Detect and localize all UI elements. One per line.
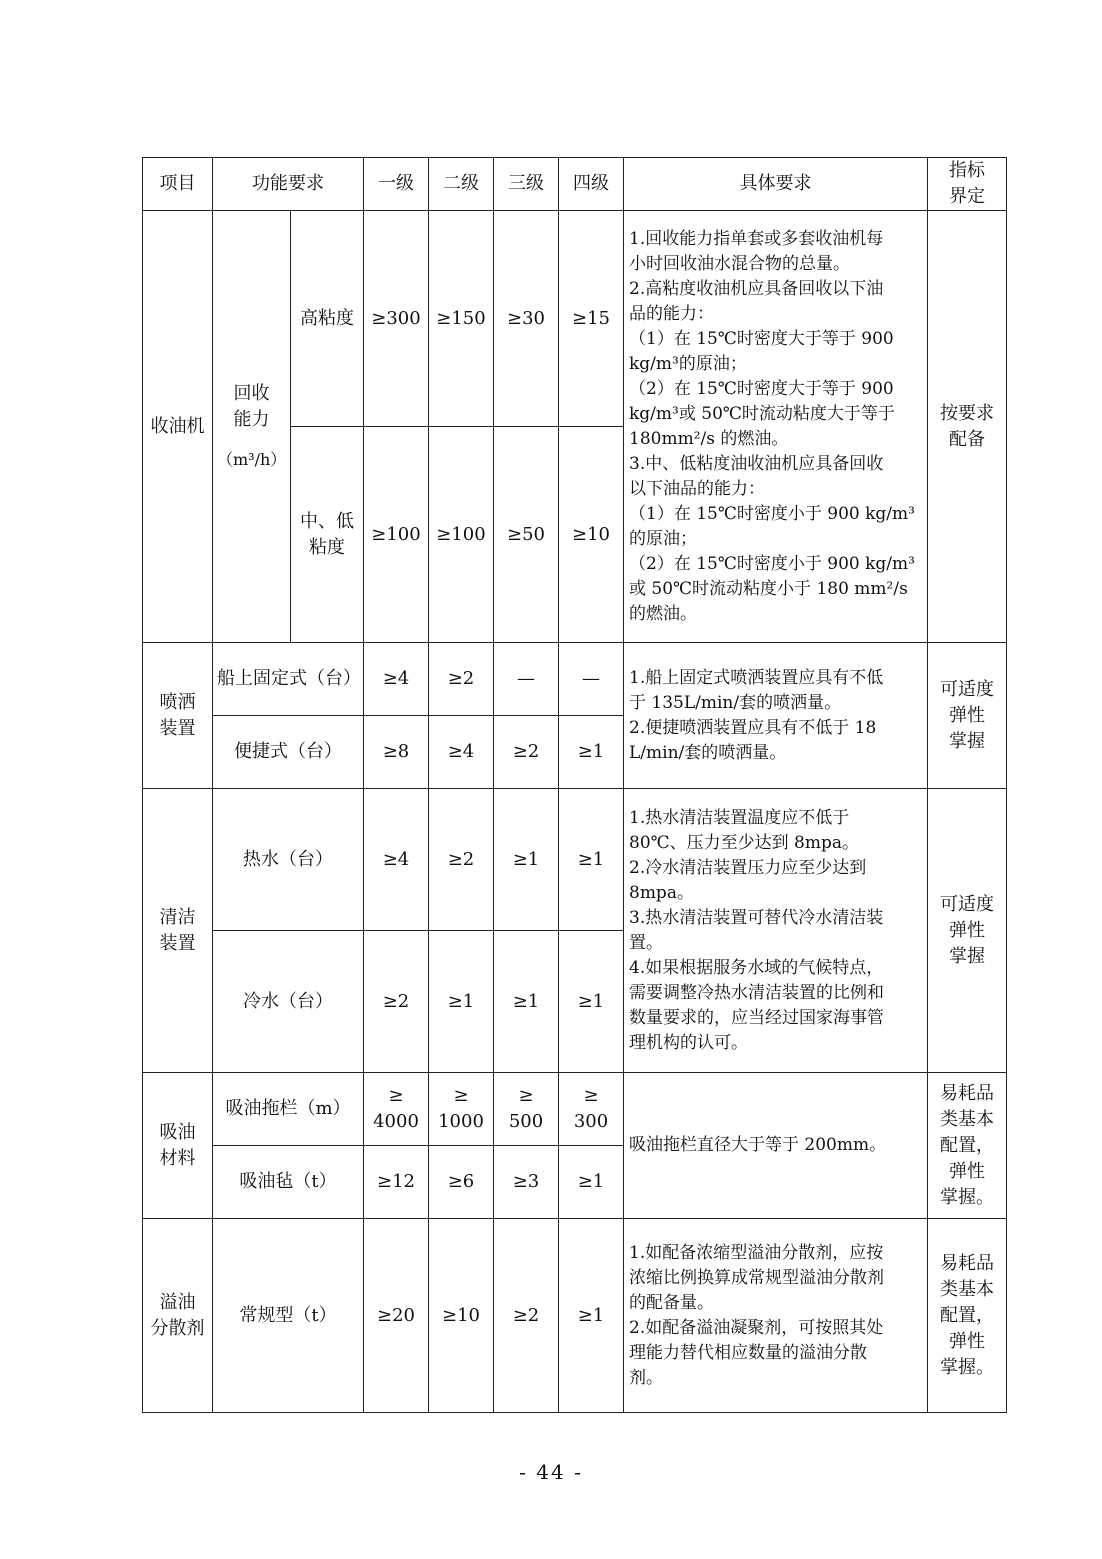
skimmer-requirements: 1.回收能力指单套或多套收油机每 小时回收油水混合物的总量。 2.高粘度收油机应具备回收以下油 品的能力： （1）在 15℃时密度大于等于 900 kg/m³的原油； （2）在 15℃时密度大于等于 900 kg/m³或 50℃时流动粘度大于等于 180mm²/s 的燃油。 3.中、低粘度油收油机应具备回收 以下油品的能力： （1）在 15℃时密度小于 900 kg/m³ 的原油； （2）在 15℃时密度小于 900 kg/m³ 或 50℃时流动粘度小于 180 mm²/s 的燃油。	[624, 211, 928, 643]
dispersant-grade2: ≥10	[429, 1219, 494, 1413]
dispersant-requirements: 1.如配备浓缩型溢油分散剂，应按 浓缩比例换算成常规型溢油分散剂 的配备量。 2.如配备溢油凝聚剂，可按照其处 理能力替代相应数量的溢油分散 剂。	[624, 1219, 928, 1413]
spray-portable-grade1: ≥8	[364, 716, 429, 789]
skimmer-indicator: 按要求 配备	[928, 211, 1007, 643]
absorbent-requirement: 吸油拖栏直径大于等于 200mm。	[624, 1073, 928, 1219]
spray-fixed-grade1: ≥4	[364, 643, 429, 716]
cleaning-cold-grade4: ≥1	[559, 931, 624, 1073]
cleaning-item: 清洁 装置	[143, 789, 213, 1073]
spray-fixed-grade4: —	[559, 643, 624, 716]
header-row	[143, 158, 1007, 211]
cleaning-hot-grade4: ≥1	[559, 789, 624, 931]
cleaning-cold-name: 冷水（台）	[213, 931, 364, 1073]
header-grade4: 四级	[559, 158, 624, 211]
spray-portable-name: 便捷式（台）	[213, 716, 364, 789]
header-grade3: 三级	[494, 158, 559, 211]
spray-portable-grade3: ≥2	[494, 716, 559, 789]
cleaning-indicator: 可适度 弹性 掌握	[928, 789, 1007, 1073]
cleaning-cold-grade3: ≥1	[494, 931, 559, 1073]
dispersant-grade1: ≥20	[364, 1219, 429, 1413]
cleaning-hot-name: 热水（台）	[213, 789, 364, 931]
skimmer-mid-grade2: ≥100	[429, 427, 494, 643]
skimmer-high-grade1: ≥300	[364, 211, 429, 427]
cleaning-cold-grade2: ≥1	[429, 931, 494, 1073]
spray-portable-grade4: ≥1	[559, 716, 624, 789]
absorbent-indicator: 易耗品 类基本 配置， 弹性 掌握。	[928, 1073, 1007, 1219]
spray-indicator: 可适度 弹性 掌握	[928, 643, 1007, 789]
cleaning-hot-grade3: ≥1	[494, 789, 559, 931]
dispersant-row	[143, 1219, 1007, 1413]
skimmer-item: 收油机	[143, 211, 213, 643]
skimmer-high-grade3: ≥30	[494, 211, 559, 427]
absorbent-felt-grade4: ≥1	[559, 1146, 624, 1219]
header-item: 项目	[143, 158, 213, 211]
header-grade1: 一级	[364, 158, 429, 211]
skimmer-mid-name: 中、低 粘度	[291, 427, 364, 643]
dispersant-item: 溢油 分散剂	[143, 1219, 213, 1413]
dispersant-grade3: ≥2	[494, 1219, 559, 1413]
absorbent-boom-row	[143, 1073, 1007, 1146]
cleaning-cold-grade1: ≥2	[364, 931, 429, 1073]
spray-requirements: 1.船上固定式喷洒装置应具有不低 于 135L/min/套的喷洒量。 2.便捷喷洒装置应具有不低于 18 L/min/套的喷洒量。	[624, 643, 928, 789]
spray-fixed-grade2: ≥2	[429, 643, 494, 716]
absorbent-item: 吸油 材料	[143, 1073, 213, 1219]
skimmer-high-grade4: ≥15	[559, 211, 624, 427]
absorbent-felt-grade3: ≥3	[494, 1146, 559, 1219]
absorbent-felt-grade1: ≥12	[364, 1146, 429, 1219]
cleaning-hot-grade2: ≥2	[429, 789, 494, 931]
spray-fixed-row	[143, 643, 1007, 716]
dispersant-regular-name: 常规型（t）	[213, 1219, 364, 1413]
dispersant-indicator: 易耗品 类基本 配置， 弹性 掌握。	[928, 1219, 1007, 1413]
skimmer-mid-grade1: ≥100	[364, 427, 429, 643]
page-number: - 44 -	[519, 1460, 583, 1484]
header-grade2: 二级	[429, 158, 494, 211]
header-requirement: 具体要求	[624, 158, 928, 211]
skimmer-high-grade2: ≥150	[429, 211, 494, 427]
skimmer-high-row	[143, 211, 1007, 427]
skimmer-mid-grade4: ≥10	[559, 427, 624, 643]
absorbent-boom-grade1: ≥ 4000	[364, 1073, 429, 1146]
skimmer-capacity-label: 回收 能力 （m³/h）	[213, 211, 291, 643]
spray-portable-grade2: ≥4	[429, 716, 494, 789]
cleaning-hot-row	[143, 789, 1007, 931]
dispersant-grade4: ≥1	[559, 1219, 624, 1413]
header-function: 功能要求	[213, 158, 364, 211]
absorbent-felt-grade2: ≥6	[429, 1146, 494, 1219]
spray-item: 喷洒 装置	[143, 643, 213, 789]
absorbent-boom-name: 吸油拖栏（m）	[213, 1073, 364, 1146]
equipment-table	[142, 157, 1007, 1413]
header-indicator: 指标 界定	[928, 158, 1007, 211]
skimmer-high-name: 高粘度	[291, 211, 364, 427]
absorbent-felt-name: 吸油毡（t）	[213, 1146, 364, 1219]
cleaning-hot-grade1: ≥4	[364, 789, 429, 931]
absorbent-boom-grade3: ≥ 500	[494, 1073, 559, 1146]
spray-fixed-grade3: —	[494, 643, 559, 716]
spray-fixed-name: 船上固定式（台）	[213, 643, 364, 716]
absorbent-boom-grade4: ≥ 300	[559, 1073, 624, 1146]
absorbent-boom-grade2: ≥ 1000	[429, 1073, 494, 1146]
skimmer-mid-grade3: ≥50	[494, 427, 559, 643]
cleaning-requirements: 1.热水清洁装置温度应不低于 80℃、压力至少达到 8mpa。 2.冷水清洁装置压力应至少达到 8mpa。 3.热水清洁装置可替代冷水清洁装 置。 4.如果根据服务水域的气候特点， 需要调整冷热水清洁装置的比例和 数量要求的，应当经过国家海事管 理机构的认可。	[624, 789, 928, 1073]
